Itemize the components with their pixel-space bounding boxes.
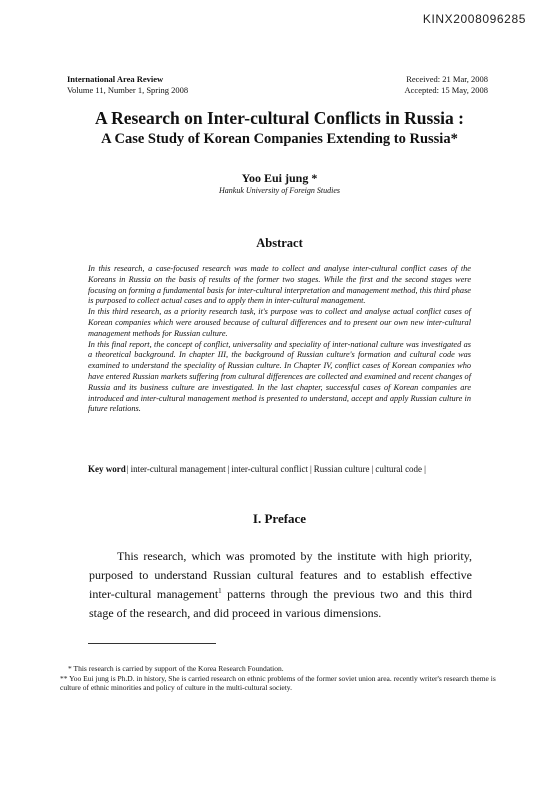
keywords-label: Key word [88,464,126,474]
footnote-marker: 1 [218,587,222,595]
keyword-item: inter-cultural conflict [231,464,308,474]
author-block [0,171,559,196]
author-name: Yoo Eui jung * [241,171,318,185]
keyword-separator: | [227,464,230,474]
footnote: ** Yoo Eui jung is Ph.D. in history, She is carried research on ethnic problems of the former soviet union area. recently writer's research theme is culture of ethnic minorities and policy of culture in the multi-cultural society. [60,673,496,692]
accepted-date: Accepted: 15 May, 2008 [404,84,488,95]
article-subtitle: A Case Study of Korean Companies Extending to Russia* [101,131,458,147]
keyword-item: Russian culture [313,464,370,474]
abstract-paragraph: In this third research, as a priority research task, it's purpose was to collect and analyse actual conflict cases of Korean companies which were aroused because of cultural differences and to present our own new inter-cultural management methods for Russian culture. [88,307,471,338]
keyword-separator: | [126,464,129,474]
keyword-separator: | [309,464,312,474]
keyword-item: inter-cultural management [130,464,226,474]
article-dates [405,74,488,95]
keywords-line [88,464,427,474]
keyword-separator: | [424,464,426,474]
preface-text: This research, which was promoted by the institute with high priority, purposed to understand Russian cultural features and to establish effective inter-cultural management [89,549,472,601]
author-affiliation: Hankuk University of Foreign Studies [218,186,340,195]
preface-body [89,547,472,623]
abstract-paragraph: In this final report, the concept of conflict, universality and speciality of inter-national culture was investigated as a theoretical background. In chapter III, the background of Russian culture's formation and cultural code was examined to understand the speciality of Russian culture. In Chapter IV, conflict cases of Korean companies who have entered Russian markets suffering from cultural differences are collected and examined and recent changes of Russia and its business culture are investigated. In the last chapter, successful cases of Korean companies are introduced and inter-cultural management method is presented to understand, accept and apply Russian culture in future relations. [88,339,471,414]
journal-volume: Volume 11, Number 1, Spring 2008 [67,84,189,95]
footnote-divider [88,643,216,644]
footnote: * This research is carried by support of the Korea Research Foundation. [68,664,284,673]
preface-text: patterns through the previous two and this third stage of the research, and did proceed in various dimensions. [89,587,472,620]
title-block [0,108,559,149]
abstract-heading: Abstract [256,236,303,250]
document-id: KINX2008096285 [422,12,526,26]
section-heading: I. Preface [252,511,307,526]
article-title: A Research on Inter-cultural Conflicts in Russia : [95,108,464,128]
preface-paragraph [89,547,472,623]
abstract-paragraph: In this research, a case-focused research was made to collect and analyse inter-cultural conflict cases of the Koreans in Russia on the basis of results of the former two stages. While the first and the second stages were focusing on forming a fundamental basis for inter-cultural interpretation and management method, this third phase is purposed to collect actual cases and to apply them in inter-cultural management. [88,264,471,306]
footnotes [60,664,500,693]
keyword-item: cultural code [375,464,423,474]
abstract-body [88,264,471,415]
keyword-separator: | [371,464,374,474]
received-date: Received: 21 Mar, 2008 [406,74,488,84]
journal-name: International Area Review [67,74,164,84]
journal-info [67,74,188,95]
